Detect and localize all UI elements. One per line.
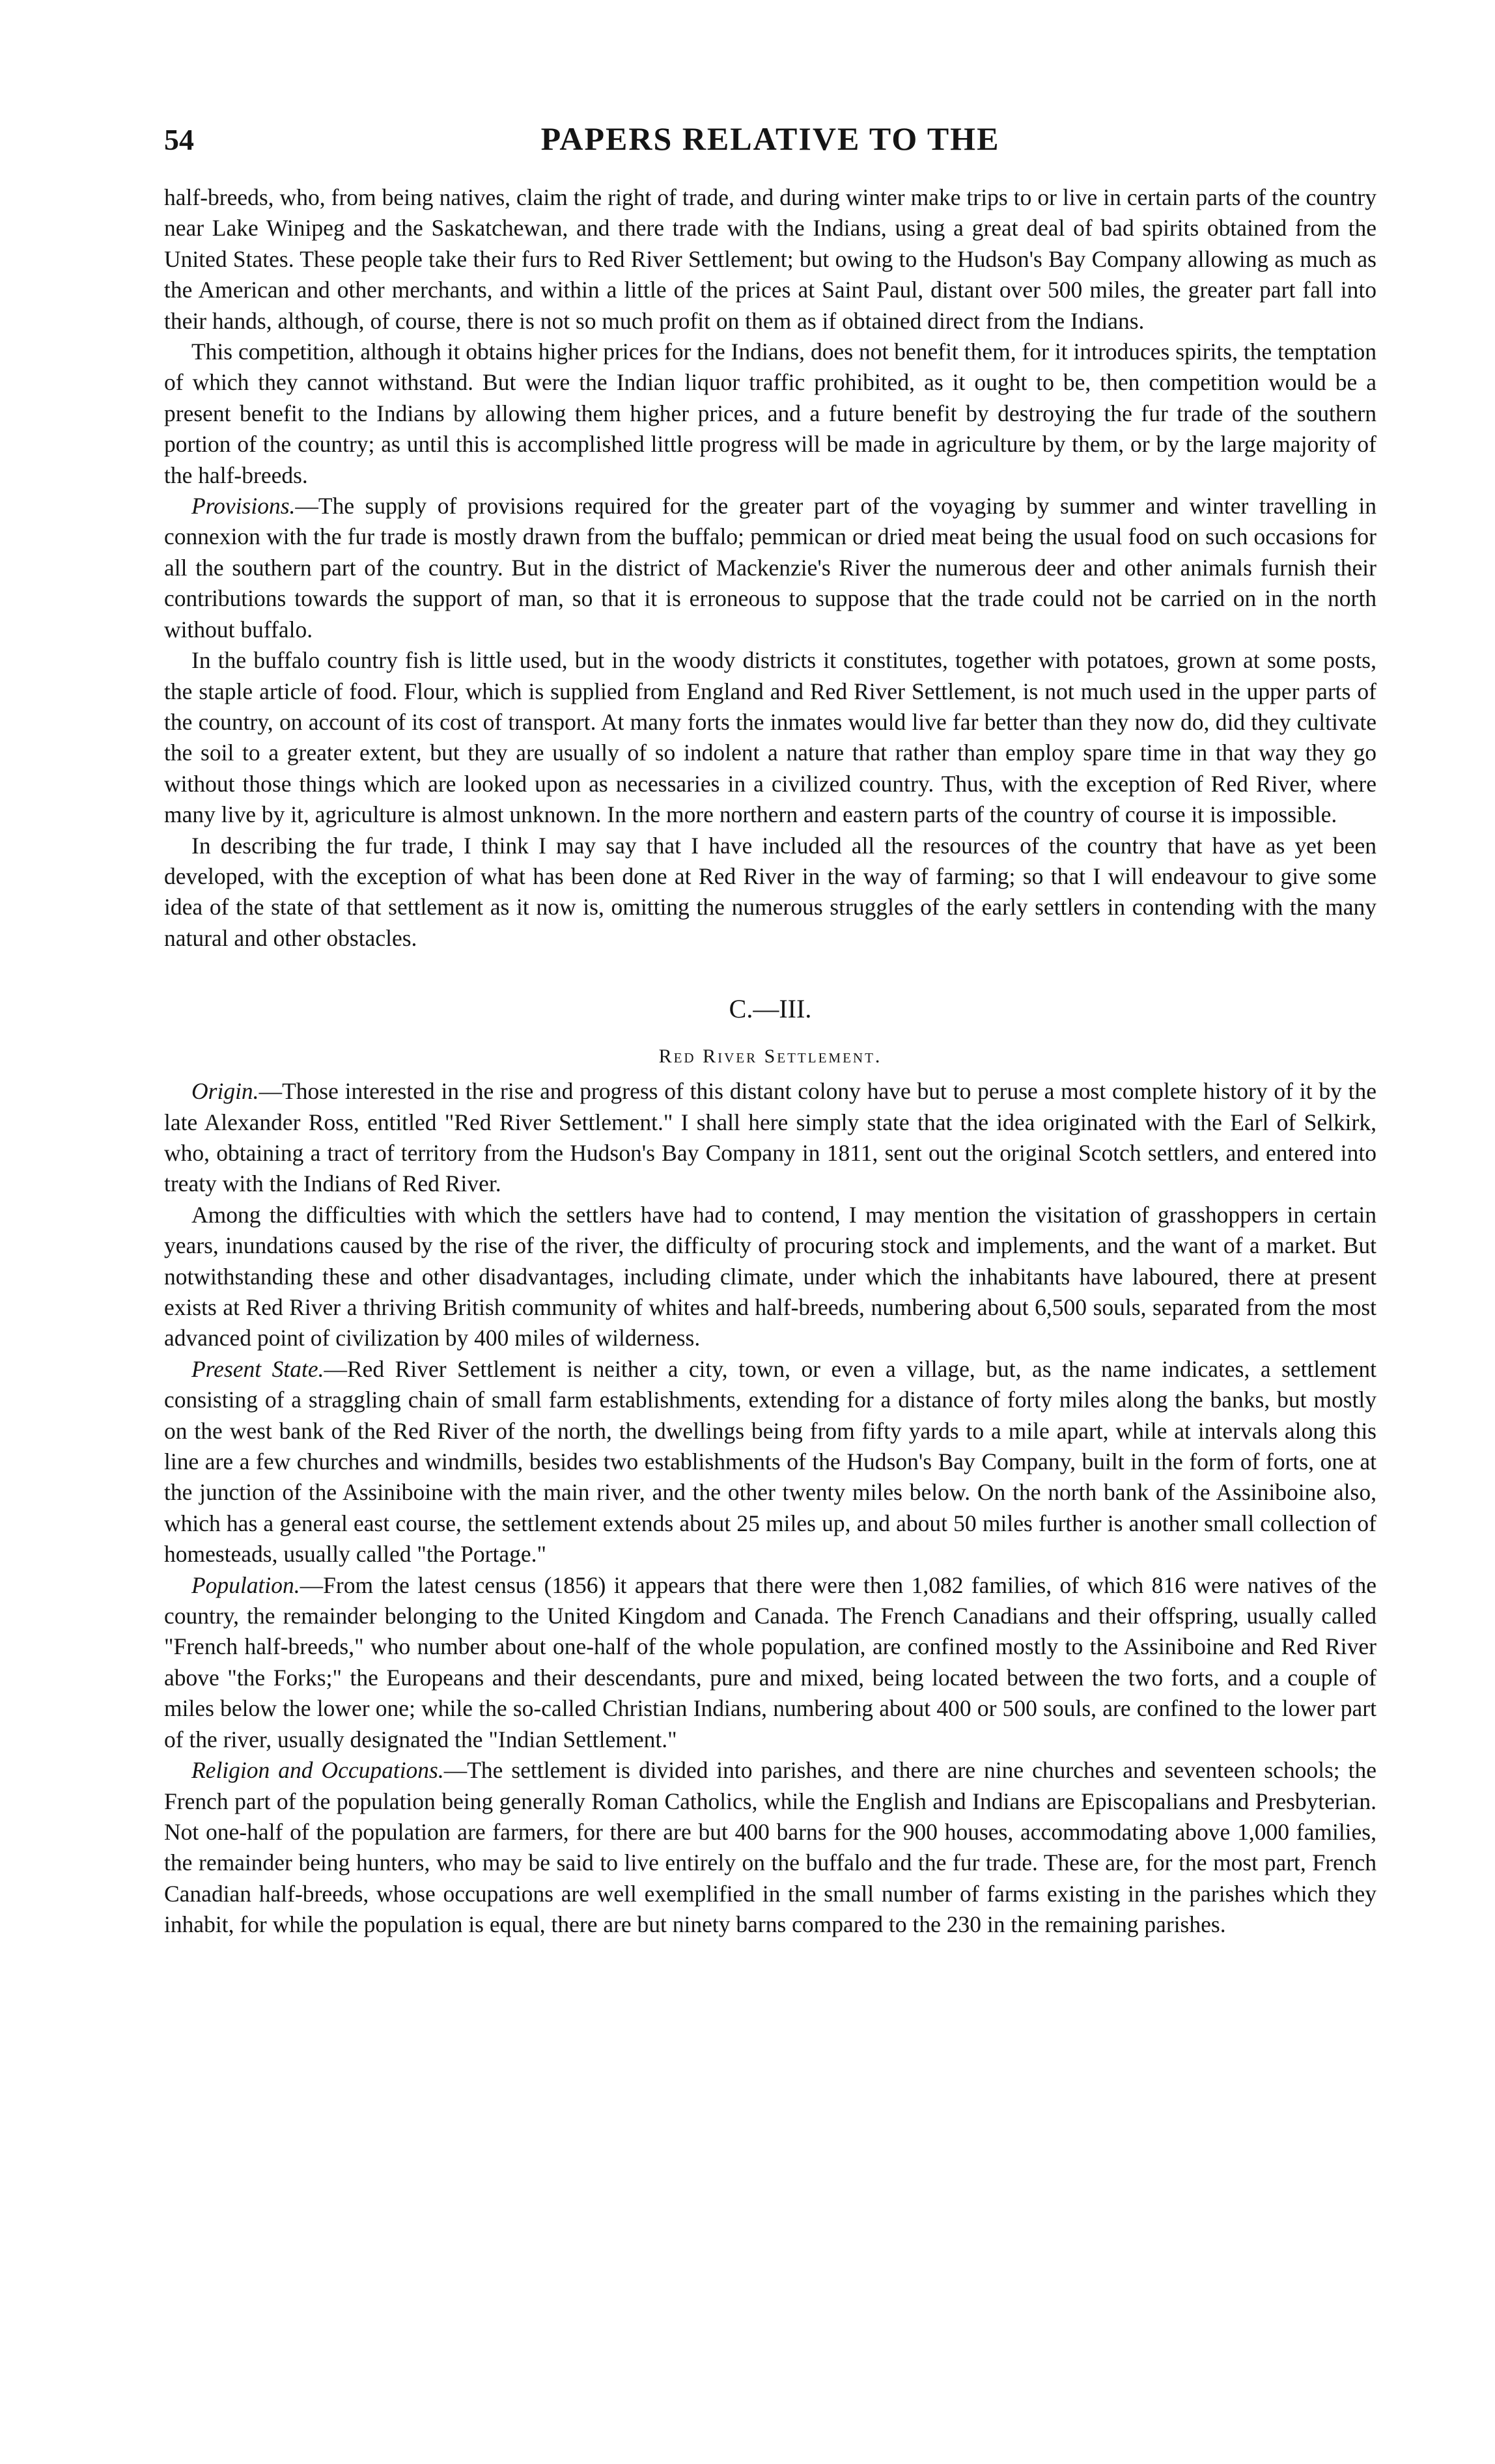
running-head: PAPERS RELATIVE TO THE [540,120,1000,157]
paragraph-text: —From the latest census (1856) it appears that there were then 1,082 families, of which 816 were natives of the country, the remainder belonging to the United Kingdom and Canada. The French Canadians and their offspring, usually called "French half-breeds," who number about one-half of the whole population, are confined mostly to the Assiniboine and Red River above "the Forks;" the Europeans and their descendants, pure and mixed, being located between the two forts, and a couple of miles below the lower one; while the so-called Christian Indians, numbering about 400 or 500 souls, are confined to the lower part of the river, usually designated the "Indian Settlement." [164,1571,1376,1752]
paragraph-text: In describing the fur trade, I think I may say that I have included all the resources of the country that have as yet been developed, with the exception of what has been done at Red River in the way of farming; so that I will endeavour to give some idea of the state of that settlement as it now is, omitting the numerous struggles of the early settlers in contending with the many natural and other obstacles. [164,832,1376,951]
section-title: Red River Settlement. [658,1045,882,1068]
paragraph [164,182,1376,337]
paragraph-text: Among the difficulties with which the settlers have had to contend, I may mention the visitation of grasshoppers in certain years, inundations caused by the rise of the river, the difficulty of procuring stock and implements, and the want of a market. But notwithstanding these and other disadvantages, including climate, under which the inhabitants have laboured, there at present exists at Red River a thriving British community of whites and half-breeds, numbering about 6,500 souls, separated from the most advanced point of civilization by 400 miles of wilderness. [164,1201,1376,1351]
paragraph [164,645,1376,830]
section-number: C.—III. [729,994,812,1024]
paragraph-text: —Red River Settlement is neither a city, town, or even a village, but, as the name indicates, a settlement consisting of a straggling chain of small farm establishments, extending for a distance of forty miles along the banks, but mostly on the west bank of the Red River of the north, the dwellings being from fifty yards to a mile apart, while at intervals along this line are a few churches and windmills, besides two establishments of the Hudson's Bay Company, built in the form of forts, one at the junction of the Assiniboine with the main river, and the other twenty miles below. On the north bank of the Assiniboine also, which has a general east course, the settlement extends about 25 miles up, and about 50 miles further is another small collection of homesteads, usually called "the Portage." [164,1355,1377,1568]
paragraph-text: —The settlement is divided into parishes, and there are nine churches and seventeen schools; the French part of the population being generally Roman Catholics, while the English and Indians are Episcopalians and Presbyterian. Not one-half of the population are farmers, for there are but 400 barns for the 900 houses, accommodating above 1,000 families, the remainder being hunters, who may be said to live entirely on the buffalo and the fur trade. These are, for the most part, French Canadian half-breeds, whose occupations are well exemplified in the small number of farms existing in the parishes which they inhabit, for while the population is equal, there are but ninety barns compared to the 230 in the remaining parishes. [164,1757,1376,1938]
document-page [164,116,1376,1941]
paragraph [164,1076,1376,1200]
paragraph-text: In the buffalo country fish is little used, but in the woody districts it constitutes, together with potatoes, grown at some posts, the staple article of food. Flour, which is supplied from England and Red River Settlement, is not much used in the upper parts of the country, on account of its cost of transport. At many forts the inmates would live far better than they now do, did they cultivate the soil to a greater extent, but they are usually of so indolent a nature that rather than employ spare time in that way they go without those things which are looked upon as necessaries in a civilized country. Thus, with the exception of Red River, where many live by it, agriculture is almost unknown. In the more northern and eastern parts of the country of course it is impossible. [164,647,1376,828]
paragraph-lead: Present State. [191,1355,324,1382]
paragraph [164,1354,1376,1570]
paragraph-lead: Origin. [191,1078,259,1105]
paragraph [164,491,1376,645]
paragraph-lead: Religion and Occupations. [191,1757,444,1784]
page-number: 54 [164,123,194,156]
paragraph-lead: Population. [191,1571,300,1598]
paragraph [164,1755,1376,1940]
body-text [164,182,1376,1941]
paragraph [164,337,1376,491]
paragraph-text: This competition, although it obtains higher prices for the Indians, does not benefit them, for it introduces spirits, the temptation of which they cannot withstand. But were the Indian liquor traffic prohibited, as it ought to be, then competition would be a present benefit to the Indians by allowing them higher prices, and a future benefit by destroying the fur trade of the southern portion of the country; as until this is accomplished little progress will be made in agriculture by them, or by the large majority of the half-breeds. [164,339,1376,488]
paragraph [164,831,1376,954]
paragraph-text: half-breeds, who, from being natives, claim the right of trade, and during winter make trips to or live in certain parts of the country near Lake Winipeg and the Saskatchewan, and there trade with the Indians, using a great deal of bad spirits obtained from the United States. These people take their furs to Red River Settlement; but owing to the Hudson's Bay Company allowing as much as the American and other merchants, and within a little of the prices at Saint Paul, distant over 500 miles, the greater part fall into their hands, although, of course, there is not so much profit on them as if obtained direct from the Indians. [164,184,1376,334]
paragraph-lead: Provisions. [191,493,296,519]
paragraph [164,1570,1376,1755]
paragraph-text: —Those interested in the rise and progress of this distant colony have but to peruse a most complete history of it by the late Alexander Ross, entitled "Red River Settlement." I shall here simply state that the idea originated with the Earl of Selkirk, who, obtaining a tract of territory from the Hudson's Bay Company in 1811, sent out the original Scotch settlers, and entered into treaty with the Indians of Red River. [164,1078,1376,1197]
page-header [164,116,1376,168]
paragraph [164,1200,1376,1354]
paragraph-text: —The supply of provisions required for the greater part of the voyaging by summer and winter travelling in connexion with the fur trade is mostly drawn from the buffalo; pemmican or dried meat being the usual food on such occasions for all the southern part of the country. But in the district of Mackenzie's River the numerous deer and other animals furnish their contributions towards the support of man, so that it is erroneous to suppose that the trade could not be carried on in the north without buffalo. [164,493,1376,643]
